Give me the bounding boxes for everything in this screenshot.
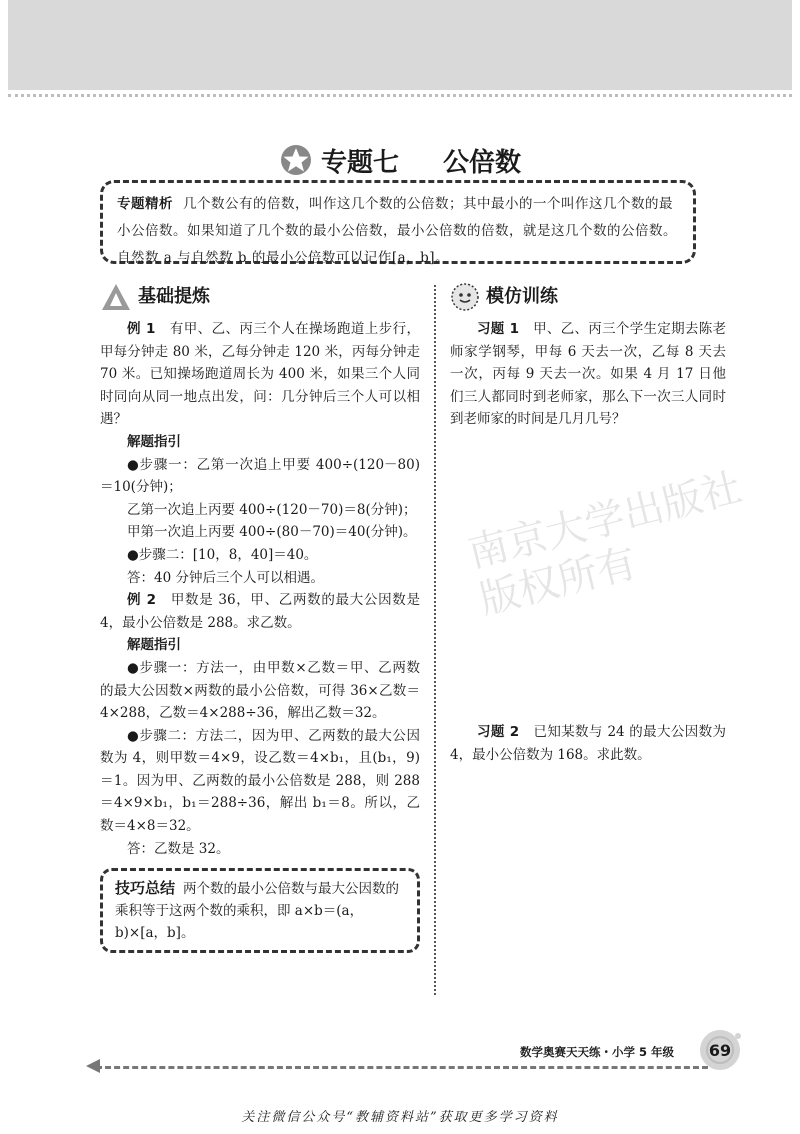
guide-label-2: 解题指引 — [127, 637, 181, 654]
exercise-2-label: 习题 2 — [477, 723, 520, 740]
exercise-1 — [450, 318, 726, 431]
ex1-step: ●步骤一：乙第一次追上甲要 400÷(120－80)＝10(分钟)； — [100, 456, 420, 496]
header-band — [8, 0, 792, 90]
footer-book-title: 数学奥赛天天练・小学 5 年级 — [520, 1045, 675, 1059]
example-1 — [100, 318, 420, 431]
header-divider — [8, 94, 792, 97]
ex1-step: ●步骤二：[10，8，40]＝40。 — [127, 546, 318, 563]
left-column — [100, 282, 420, 953]
example-2-text: 甲数是 36，甲、乙两数的最大公因数是 4，最小公倍数是 288。求乙数。 — [100, 592, 420, 631]
exercise-2 — [450, 721, 726, 766]
tip-text: 两个数的最小公倍数与最大公因数的乘积等于这两个数的乘积，即 a×b＝(a，b)×[a，b]。 — [115, 881, 400, 942]
page-number: 69 — [708, 1040, 732, 1060]
guide-label-1: 解题指引 — [127, 433, 181, 450]
right-column — [450, 282, 726, 766]
title-prefix: 专题七 — [320, 147, 399, 178]
ex1-step: 甲第一次追上丙要 400÷(80－70)＝40(分钟)。 — [127, 524, 417, 541]
ex2-step: ●步骤二：方法二，因为甲、乙两数的最大公因数为 4，则甲数＝4×9，设乙数＝4×b₁，且(b₁，9)＝1。因为甲、乙两数的最小公倍数是 288，则 288＝4×9×b₁，b₁＝288÷36，解出 b₁＝8。所以，乙数＝4×8＝32。 — [100, 727, 420, 835]
ex1-answer: 答：40 分钟后三个人可以相遇。 — [127, 569, 324, 586]
page-title — [0, 140, 800, 180]
footer-divider — [96, 1066, 708, 1069]
exercise-1-text: 甲、乙、丙三个学生定期去陈老师家学钢琴，甲每 6 天去一次，乙每 8 天去一次，丙每 9 天去一次。如果 4 月 17 日他们三人都同时到老师家，那么下一次三人同时到老师家的时间是几月几号？ — [450, 321, 727, 428]
bottom-note: 关注微信公众号“教辅资料站”获取更多学习资料 — [241, 1110, 559, 1125]
section-heading-practice-text: 模仿训练 — [486, 285, 558, 307]
intro-box — [100, 180, 696, 264]
smiley-badge-icon — [450, 282, 480, 312]
ex1-step: 乙第一次追上丙要 400÷(120－70)＝8(分钟)； — [127, 501, 417, 518]
section-heading-basics — [100, 282, 420, 312]
intro-label: 专题精析 — [117, 196, 173, 212]
ex2-step: ●步骤一：方法一，由甲数×乙数＝甲、乙两数的最大公因数×两数的最小公倍数，可得 36×乙数＝4×288，乙数＝4×288÷36，解出乙数＝32。 — [100, 659, 420, 722]
example-2 — [100, 589, 420, 634]
example-1-label: 例 1 — [127, 321, 156, 337]
exercise-2-text: 已知某数与 24 的最大公因数为 4，最小公倍数为 168。求此数。 — [450, 723, 727, 763]
section-heading-basics-text: 基础提炼 — [138, 285, 210, 307]
star-badge-icon — [279, 143, 313, 177]
example-1-text: 有甲、乙、丙三个人在操场跑道上步行，甲每分钟走 80 米，乙每分钟走 120 米，丙每分钟走 70 米。已知操场跑道周长为 400 米，如果三个人同时同向从同一地点出发，问：几分钟后三个人可以相遇？ — [100, 321, 421, 428]
letter-a-badge-icon — [100, 282, 132, 312]
column-divider — [434, 285, 436, 995]
watermark: 南京大学出版社 版权所有 — [463, 464, 747, 624]
intro-text: 几个数公有的倍数，叫作这几个数的公倍数；其中最小的一个叫作这几个数的最小公倍数。如果知道了几个数的最小公倍数，最小公倍数的倍数，就是这几个数的公倍数。自然数 a 与自然数 b 的最小公倍数可以记作[a，b]。 — [117, 196, 677, 266]
ex2-answer: 答：乙数是 32。 — [127, 840, 230, 857]
exercise-1-label: 习题 1 — [477, 321, 519, 337]
tip-label: 技巧总结 — [115, 879, 176, 898]
tip-box — [100, 868, 420, 953]
section-heading-practice — [450, 282, 726, 312]
example-2-label: 例 2 — [127, 592, 156, 609]
title-main: 公倍数 — [443, 147, 522, 178]
